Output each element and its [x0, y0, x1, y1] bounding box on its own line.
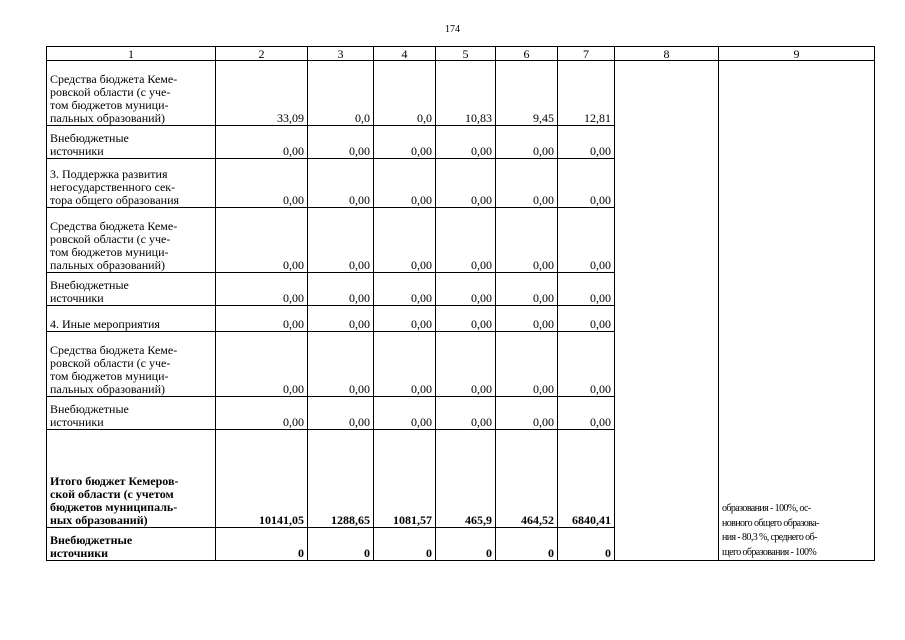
- row-label: [47, 61, 216, 126]
- row-label-line: бюджетов муниципаль-: [50, 500, 178, 514]
- value-cell-col-6: 464,52: [496, 430, 558, 528]
- value-cell-col-3: 0,00: [308, 332, 374, 397]
- value-cell-col-4: 0,00: [374, 126, 436, 159]
- value-cell-col-2: 0,00: [216, 397, 308, 430]
- row-label-line: пальных образований): [50, 382, 165, 396]
- col-header-1: 1: [47, 47, 216, 61]
- row-label-line: 3. Поддержка развития: [50, 167, 168, 181]
- note-line: новного общего образова-: [722, 517, 819, 529]
- value-cell-col-5: 0,00: [436, 273, 496, 306]
- value-cell-col-6: 0,00: [496, 306, 558, 332]
- row-label: [47, 273, 216, 306]
- value-cell-col-2: 33,09: [216, 61, 308, 126]
- value-cell-col-7: 0,00: [558, 159, 615, 208]
- value-cell-col-2: 0,00: [216, 208, 308, 273]
- row-label-line: пальных образований): [50, 111, 165, 125]
- row-label-line: источники: [50, 415, 104, 429]
- row-label-line: Средства бюджета Кеме-: [50, 343, 178, 357]
- value-cell-col-3: 0,00: [308, 306, 374, 332]
- row-label-line: источники: [50, 144, 104, 158]
- value-cell-col-4: 0,0: [374, 61, 436, 126]
- row-label-line: ровской области (с уче-: [50, 85, 171, 99]
- row-label: [47, 397, 216, 430]
- row-label-line: Итого бюджет Кемеров-: [50, 474, 179, 488]
- value-cell-col-7: 0,00: [558, 397, 615, 430]
- column-number-header: [47, 47, 875, 61]
- col-header-9: 9: [719, 47, 875, 61]
- value-cell-col-6: 0,00: [496, 159, 558, 208]
- row-label-line: источники: [50, 546, 109, 560]
- row-label: [47, 528, 216, 561]
- row-label-line: том бюджетов муници-: [50, 369, 169, 383]
- row-label-line: Средства бюджета Кеме-: [50, 219, 178, 233]
- value-cell-col-4: 0,00: [374, 208, 436, 273]
- value-cell-col-3: 0,0: [308, 61, 374, 126]
- value-cell-col-2: 0,00: [216, 306, 308, 332]
- value-cell-col-3: 0,00: [308, 126, 374, 159]
- col-header-7: 7: [558, 47, 615, 61]
- budget-table: [46, 46, 875, 561]
- value-cell-col-6: 0: [496, 528, 558, 561]
- value-cell-col-4: 0: [374, 528, 436, 561]
- value-cell-col-7: 0,00: [558, 208, 615, 273]
- value-cell-col-6: 0,00: [496, 332, 558, 397]
- value-cell-col-6: 0,00: [496, 397, 558, 430]
- col-header-8: 8: [615, 47, 719, 61]
- row-label: [47, 126, 216, 159]
- row-label-line: Средства бюджета Кеме-: [50, 72, 178, 86]
- value-cell-col-7: 0,00: [558, 306, 615, 332]
- row-label-line: ской области (с учетом: [50, 487, 174, 501]
- note-line: щего образования - 100%: [722, 546, 817, 558]
- value-cell-col-6: 0,00: [496, 126, 558, 159]
- col-header-6: 6: [496, 47, 558, 61]
- value-cell-col-3: 1288,65: [308, 430, 374, 528]
- value-cell-col-4: 0,00: [374, 397, 436, 430]
- table-row: [47, 61, 875, 126]
- col-header-3: 3: [308, 47, 374, 61]
- row-label-line: источники: [50, 291, 104, 305]
- row-label: [47, 306, 216, 332]
- value-cell-col-2: 0,00: [216, 273, 308, 306]
- value-cell-col-4: 0,00: [374, 332, 436, 397]
- value-cell-col-7: 0,00: [558, 332, 615, 397]
- row-label-line: Внебюджетные: [50, 533, 133, 547]
- row-label-line: пальных образований): [50, 258, 165, 272]
- value-cell-col-4: 0,00: [374, 306, 436, 332]
- value-cell-col-4: 0,00: [374, 159, 436, 208]
- col-8-cell: [615, 61, 719, 561]
- row-label-line: том бюджетов муници-: [50, 98, 169, 112]
- row-label: [47, 159, 216, 208]
- value-cell-col-5: 465,9: [436, 430, 496, 528]
- col-header-2: 2: [216, 47, 308, 61]
- value-cell-col-5: 0,00: [436, 397, 496, 430]
- row-label-line: 4. Иные мероприятия: [50, 317, 160, 331]
- value-cell-col-5: 0: [436, 528, 496, 561]
- table-body: [47, 61, 875, 561]
- value-cell-col-5: 0,00: [436, 126, 496, 159]
- row-label-line: Внебюджетные: [50, 402, 129, 416]
- row-label-line: тора общего образования: [50, 193, 180, 207]
- value-cell-col-5: 0,00: [436, 306, 496, 332]
- col-header-4: 4: [374, 47, 436, 61]
- value-cell-col-6: 9,45: [496, 61, 558, 126]
- note-line: образования - 100%, ос-: [722, 503, 811, 514]
- value-cell-col-5: 0,00: [436, 208, 496, 273]
- value-cell-col-2: 10141,05: [216, 430, 308, 528]
- row-label-line: ных образований): [50, 513, 148, 527]
- page-number: 174: [445, 24, 460, 35]
- value-cell-col-2: 0,00: [216, 126, 308, 159]
- value-cell-col-3: 0,00: [308, 159, 374, 208]
- value-cell-col-2: 0,00: [216, 159, 308, 208]
- row-label-line: ровской области (с уче-: [50, 356, 171, 370]
- value-cell-col-5: 0,00: [436, 159, 496, 208]
- col-9-note-cell: [719, 61, 875, 561]
- value-cell-col-2: 0,00: [216, 332, 308, 397]
- row-label-line: негосударственного сек-: [50, 180, 176, 194]
- row-label-line: Внебюджетные: [50, 278, 129, 292]
- col-header-5: 5: [436, 47, 496, 61]
- value-cell-col-7: 0,00: [558, 126, 615, 159]
- value-cell-col-4: 1081,57: [374, 430, 436, 528]
- value-cell-col-5: 0,00: [436, 332, 496, 397]
- value-cell-col-6: 0,00: [496, 208, 558, 273]
- value-cell-col-7: 0,00: [558, 273, 615, 306]
- value-cell-col-3: 0,00: [308, 208, 374, 273]
- value-cell-col-3: 0,00: [308, 273, 374, 306]
- value-cell-col-6: 0,00: [496, 273, 558, 306]
- value-cell-col-3: 0,00: [308, 397, 374, 430]
- value-cell-col-3: 0: [308, 528, 374, 561]
- value-cell-col-5: 10,83: [436, 61, 496, 126]
- row-label-line: ровской области (с уче-: [50, 232, 171, 246]
- row-label-line: том бюджетов муници-: [50, 245, 169, 259]
- row-label-line: Внебюджетные: [50, 131, 129, 145]
- value-cell-col-7: 0: [558, 528, 615, 561]
- value-cell-col-2: 0: [216, 528, 308, 561]
- row-label: [47, 332, 216, 397]
- value-cell-col-7: 12,81: [558, 61, 615, 126]
- row-label: [47, 430, 216, 528]
- note-line: ния - 80,3 %, среднего об-: [722, 532, 817, 543]
- value-cell-col-4: 0,00: [374, 273, 436, 306]
- row-label: [47, 208, 216, 273]
- value-cell-col-7: 6840,41: [558, 430, 615, 528]
